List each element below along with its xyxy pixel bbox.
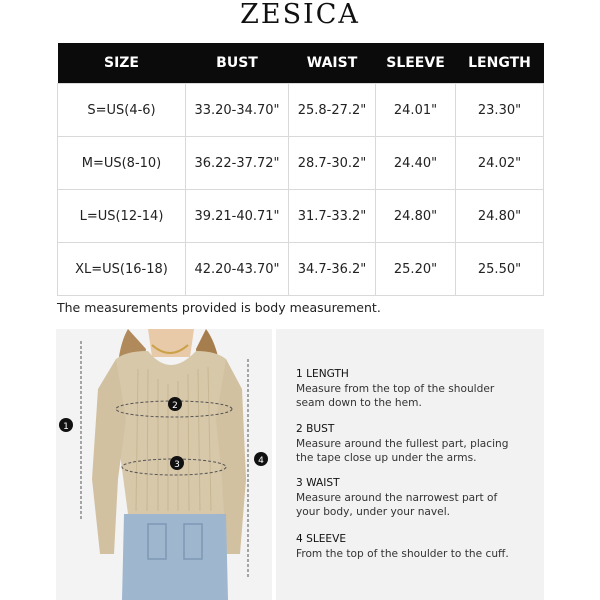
cell-size: L=US(12-14) (58, 190, 186, 243)
model-illustration (56, 329, 272, 600)
size-chart-table (57, 43, 544, 296)
header-bust: BUST (186, 43, 289, 84)
header-length: LENGTH (456, 43, 544, 84)
header-size: SIZE (58, 43, 186, 84)
guide-sleeve-text: From the top of the shoulder to the cuff. (296, 547, 509, 560)
cell-size: S=US(4-6) (58, 84, 186, 137)
svg-text:3: 3 (174, 460, 180, 470)
table-row (58, 190, 544, 243)
guide-waist-text: your body, under your navel. (296, 506, 451, 518)
table-row (58, 243, 544, 296)
marker-waist (170, 456, 184, 470)
model-photo (56, 329, 272, 600)
svg-text:1: 1 (63, 422, 69, 432)
marker-bust (168, 397, 182, 411)
cell-waist: 28.7-30.2" (289, 137, 376, 190)
cell-sleeve: 25.20" (376, 243, 456, 296)
marker-sleeve (254, 452, 268, 466)
cell-size: XL=US(16-18) (58, 243, 186, 296)
svg-text:2: 2 (172, 401, 178, 411)
table-header-row (58, 43, 544, 84)
table-row (58, 137, 544, 190)
guide-bust-text: the tape close up under the arms. (296, 452, 477, 464)
guide-length (296, 367, 494, 411)
guide-waist-title: 3 WAIST (296, 477, 340, 489)
cell-sleeve: 24.01" (376, 84, 456, 137)
cell-waist: 34.7-36.2" (289, 243, 376, 296)
guide-bust (296, 422, 508, 466)
guide-length-title: 1 LENGTH (296, 368, 349, 380)
cell-bust: 36.22-37.72" (186, 137, 289, 190)
cell-sleeve: 24.40" (376, 137, 456, 190)
guide-waist-text: Measure around the narrowest part of (296, 491, 498, 504)
cell-sleeve: 24.80" (376, 190, 456, 243)
cell-bust: 42.20-43.70" (186, 243, 289, 296)
guide-sleeve (296, 532, 509, 561)
cell-size: M=US(8-10) (58, 137, 186, 190)
brand-logo: ZESICA (240, 0, 360, 30)
guide-bust-text: Measure around the fullest part, placing (296, 437, 509, 450)
guide-sleeve-title: 4 SLEEVE (296, 533, 347, 545)
guide-bust-title: 2 BUST (296, 423, 335, 435)
guide-length-text: seam down to the hem. (296, 397, 422, 409)
cell-bust: 39.21-40.71" (186, 190, 289, 243)
cell-length: 25.50" (456, 243, 544, 296)
header-waist: WAIST (289, 43, 376, 84)
header-sleeve: SLEEVE (376, 43, 456, 84)
measurement-note: The measurements provided is body measurement. (57, 300, 381, 315)
cell-waist: 31.7-33.2" (289, 190, 376, 243)
table-row (58, 84, 544, 137)
svg-text:4: 4 (258, 456, 264, 466)
cell-length: 24.80" (456, 190, 544, 243)
marker-length (59, 418, 73, 432)
cell-length: 23.30" (456, 84, 544, 137)
cell-waist: 25.8-27.2" (289, 84, 376, 137)
cell-length: 24.02" (456, 137, 544, 190)
guide-length-text: Measure from the top of the shoulder (296, 382, 495, 395)
measurement-guide (276, 329, 544, 600)
cell-bust: 33.20-34.70" (186, 84, 289, 137)
guide-waist (296, 476, 497, 520)
